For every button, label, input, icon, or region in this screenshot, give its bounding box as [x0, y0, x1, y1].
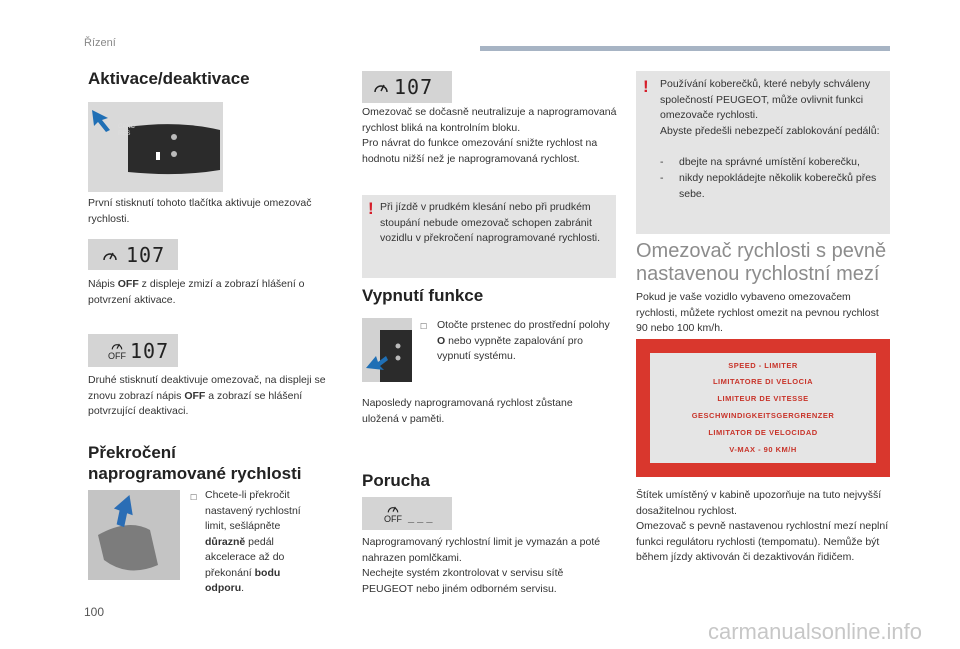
section-title: Řízení	[84, 37, 116, 49]
bullet-icon: ☐	[420, 322, 428, 331]
para-ring: Otočte prstenec do prostřední polohy O nebo vypněte zapalování pro vypnutí systému.	[437, 319, 610, 362]
warning-text: Při jízdě v prudkém klesání nebo při prudkém stoupání nebude omezovač schopen zabránit vozidlu v překročení naprogramované rychlosti.	[380, 201, 601, 244]
para-first-press: První stisknutí tohoto tlačítka aktivuje omezovač rychlosti.	[88, 197, 312, 225]
warning-box	[362, 195, 616, 278]
heading-exceed: Překročení naprogramované rychlosti	[88, 443, 302, 483]
mat-warning-intro: Používání koberečků, které nebyly schváleny společností PEUGEOT, může ovlivnit funkci omezovače rychlosti. Abyste předešli nebezpečí zablokování pedálů:	[660, 78, 880, 137]
mat-warning-box	[636, 71, 890, 234]
dash: -	[660, 156, 664, 168]
mat-warning-item-1: dbejte na správné umístění koberečku,	[679, 156, 860, 168]
para-memory: Naposledy naprogramovaná rychlost zůstane uložená v paměti.	[362, 397, 573, 425]
speedometer-icon	[386, 503, 400, 514]
display-dashes: _ _ _	[408, 511, 433, 524]
plate-line: LIMITATOR DE VELOCIDAD	[708, 428, 818, 437]
para-neutralize: Omezovač se dočasně neutralizuje a naprogramovaná rychlost bliká na kontrolním bloku. Pro návrat do funkce omezování snižte rychlost na hodnotu nižší než je naprogramovaná rychlost.	[362, 106, 617, 165]
heading-activation: Aktivace/deaktivace	[88, 69, 250, 88]
heading-fixed-limiter: Omezovač rychlosti s pevně nastavenou rychlostní mezí	[636, 240, 887, 285]
para-fixed-limiter: Pokud je vaše vozidlo vybaveno omezovačem rychlosti, můžete rychlost omezit na pevnou rychlost 90 nebo 100 km/h.	[636, 291, 879, 334]
speedometer-icon	[102, 248, 118, 262]
display-failure	[362, 497, 452, 530]
ring-image	[362, 318, 412, 382]
speedometer-icon	[110, 340, 124, 351]
display-off-label: OFF	[108, 351, 126, 361]
heading-switch-off: Vypnutí funkce	[362, 286, 484, 305]
display-digits: 107	[394, 75, 434, 99]
stalk-image	[88, 102, 223, 192]
para-off-disappears: Nápis OFF z displeje zmizí a zobrazí hlášení o potvrzení aktivace.	[88, 278, 305, 306]
plate-line: SPEED - LIMITER	[728, 361, 798, 370]
warning-icon: !	[643, 77, 649, 96]
ring-illustration	[362, 318, 412, 382]
mat-warning-item-2: nikdy nepokládejte několik koberečků přes sebe.	[679, 172, 877, 200]
bullet-icon: ☐	[190, 493, 198, 502]
para-failure: Naprogramovaný rychlostní limit je vymazán a poté nahrazen pomlčkami. Nechejte systém zkontrolovat v servisu sítě PEUGEOT nebo jiném odborném servisu.	[362, 536, 601, 595]
plate-line: LIMITEUR DE VITESSE	[717, 394, 809, 403]
display-off-label: OFF	[384, 514, 402, 524]
display-digits: 107	[126, 242, 166, 267]
pedal-image	[88, 490, 180, 580]
display-digits: 107	[130, 338, 170, 363]
limiter-label-inner	[650, 353, 876, 463]
warning-icon: !	[368, 199, 374, 218]
display-active	[88, 239, 178, 270]
watermark: carmanualsonline.info	[708, 619, 923, 644]
dash: -	[660, 172, 664, 184]
para-label-info: Štítek umístěný v kabině upozorňuje na tuto nejvyšší dosažitelnou rychlost. Omezovač s pevně nastavenou rychlostní mezí neplní funkci regulátoru rychlosti (tempomatu). Nemůže být během jízdy aktivován či dezaktivován řidičem.	[636, 489, 889, 563]
display-off	[88, 334, 178, 367]
plate-line: LIMITATORE DI VELOCIA	[712, 377, 814, 386]
page-number: 100	[84, 605, 105, 619]
stalk-illustration	[88, 102, 223, 192]
para-second-press: Druhé stisknutí deaktivuje omezovač, na displeji se znovu zobrazí nápis OFF a zobrazí se hlášení potvrzující deaktivaci.	[88, 374, 326, 417]
stalk-label: CANC RES	[118, 124, 136, 137]
heading-failure: Porucha	[362, 471, 431, 490]
speedometer-icon	[372, 80, 390, 94]
plate-line: GESCHWINDIGKEITSGERGRENZER	[691, 411, 835, 420]
section-bar	[480, 46, 890, 51]
limiter-label-plate	[636, 339, 890, 477]
para-pedal: Chcete-li překročit nastavený rychlostní limit, sešlápněte důrazně pedál akcelerace až do překonání bodu odporu.	[205, 489, 301, 594]
pedal-illustration	[88, 490, 180, 580]
plate-line: V-MAX - 90 KM/H	[729, 445, 797, 454]
display-flashing	[362, 71, 452, 103]
